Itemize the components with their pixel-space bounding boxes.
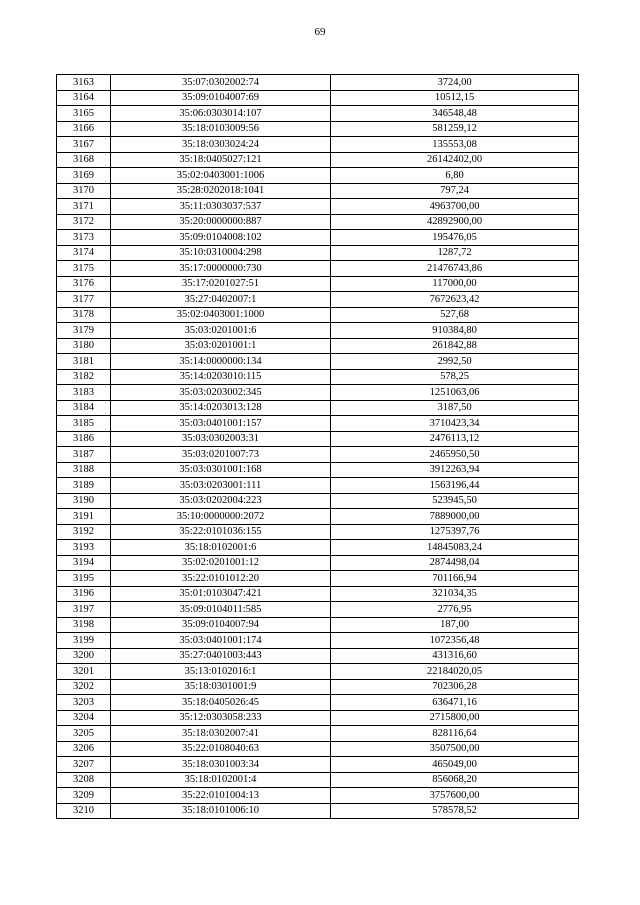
row-number-cell: 3197 [57,602,111,618]
row-number-cell: 3179 [57,323,111,339]
row-number-cell: 3206 [57,741,111,757]
table-row [57,90,579,106]
cadastral-value-cell: 3757600,00 [331,788,579,804]
row-number-cell: 3195 [57,571,111,587]
row-number-cell: 3165 [57,106,111,122]
table-row [57,726,579,742]
table-row [57,679,579,695]
table-row [57,633,579,649]
row-number-cell: 3180 [57,338,111,354]
table-row [57,788,579,804]
cadastral-value-cell: 1251063,06 [331,385,579,401]
row-number-cell: 3172 [57,214,111,230]
row-number-cell: 3192 [57,524,111,540]
row-number-cell: 3210 [57,803,111,819]
cadastral-value-cell: 431316,60 [331,648,579,664]
row-number-cell: 3204 [57,710,111,726]
cadastral-value-cell: 701166,94 [331,571,579,587]
row-number-cell: 3178 [57,307,111,323]
table-row [57,493,579,509]
cadastral-value-cell: 14845083,24 [331,540,579,556]
row-number-cell: 3199 [57,633,111,649]
cadastral-value-cell: 828116,64 [331,726,579,742]
cadastral-value-cell: 261842,88 [331,338,579,354]
cadastral-value-cell: 195476,05 [331,230,579,246]
row-number-cell: 3191 [57,509,111,525]
table-row [57,230,579,246]
cadastral-value-cell: 527,68 [331,307,579,323]
table-row [57,137,579,153]
cadastral-value-cell: 910384,80 [331,323,579,339]
cadastral-number-cell: 35:20:0000000:887 [111,214,331,230]
cadastral-value-cell: 2992,50 [331,354,579,370]
table-row [57,586,579,602]
row-number-cell: 3176 [57,276,111,292]
cadastral-number-cell: 35:22:0101036:155 [111,524,331,540]
table-row [57,292,579,308]
cadastral-value-cell: 346548,48 [331,106,579,122]
table-row [57,462,579,478]
row-number-cell: 3198 [57,617,111,633]
cadastral-number-cell: 35:09:0104008:102 [111,230,331,246]
cadastral-value-cell: 4963700,00 [331,199,579,215]
cadastral-number-cell: 35:03:0401001:157 [111,416,331,432]
cadastral-number-cell: 35:18:0301001:9 [111,679,331,695]
table-row [57,106,579,122]
cadastral-number-cell: 35:03:0302003:31 [111,431,331,447]
row-number-cell: 3185 [57,416,111,432]
cadastral-value-cell: 636471,16 [331,695,579,711]
cadastral-number-cell: 35:18:0101006:10 [111,803,331,819]
row-number-cell: 3173 [57,230,111,246]
row-number-cell: 3174 [57,245,111,261]
cadastral-number-cell: 35:13:0102016:1 [111,664,331,680]
table-row [57,555,579,571]
cadastral-number-cell: 35:10:0000000:2072 [111,509,331,525]
table-row [57,447,579,463]
table-body [57,75,579,819]
cadastral-number-cell: 35:02:0201001:12 [111,555,331,571]
cadastral-number-cell: 35:18:0301003:34 [111,757,331,773]
cadastral-number-cell: 35:03:0201001:6 [111,323,331,339]
table-row [57,772,579,788]
cadastral-value-cell: 22184020,05 [331,664,579,680]
cadastral-number-cell: 35:14:0000000:134 [111,354,331,370]
cadastral-number-cell: 35:27:0401003:443 [111,648,331,664]
row-number-cell: 3208 [57,772,111,788]
cadastral-number-cell: 35:03:0203002:345 [111,385,331,401]
cadastral-number-cell: 35:18:0303024:24 [111,137,331,153]
cadastral-number-cell: 35:18:0102001:4 [111,772,331,788]
cadastral-value-cell: 581259,12 [331,121,579,137]
table-row [57,307,579,323]
row-number-cell: 3203 [57,695,111,711]
table-row [57,168,579,184]
cadastral-value-cell: 1072356,48 [331,633,579,649]
table-row [57,75,579,91]
row-number-cell: 3175 [57,261,111,277]
cadastral-number-cell: 35:18:0302007:41 [111,726,331,742]
page-number: 69 [314,26,326,38]
table-row [57,199,579,215]
cadastral-number-cell: 35:18:0103009:56 [111,121,331,137]
row-number-cell: 3167 [57,137,111,153]
cadastral-number-cell: 35:22:0101012:20 [111,571,331,587]
cadastral-value-cell: 3187,50 [331,400,579,416]
cadastral-value-cell: 26142402,00 [331,152,579,168]
cadastral-value-cell: 6,80 [331,168,579,184]
cadastral-number-cell: 35:17:0201027:51 [111,276,331,292]
cadastral-value-cell: 7672623,42 [331,292,579,308]
cadastral-number-cell: 35:02:0403001:1000 [111,307,331,323]
cadastral-value-cell: 2776,95 [331,602,579,618]
cadastral-number-cell: 35:03:0401001:174 [111,633,331,649]
row-number-cell: 3196 [57,586,111,602]
table-row [57,183,579,199]
cadastral-value-cell: 3724,00 [331,75,579,91]
cadastral-value-cell: 2874498,04 [331,555,579,571]
row-number-cell: 3182 [57,369,111,385]
table-row [57,261,579,277]
cadastral-value-cell: 578,25 [331,369,579,385]
row-number-cell: 3200 [57,648,111,664]
cadastral-number-cell: 35:17:0000000:730 [111,261,331,277]
cadastral-value-cell: 135553,08 [331,137,579,153]
table-row [57,757,579,773]
cadastral-number-cell: 35:03:0201007:73 [111,447,331,463]
cadastral-number-cell: 35:18:0405026:45 [111,695,331,711]
table-row [57,152,579,168]
cadastral-value-cell: 7889000,00 [331,509,579,525]
cadastral-number-cell: 35:11:0303037:537 [111,199,331,215]
cadastral-value-cell: 1563196,44 [331,478,579,494]
cadastral-number-cell: 35:18:0102001:6 [111,540,331,556]
cadastral-number-cell: 35:03:0301001:168 [111,462,331,478]
cadastral-number-cell: 35:03:0203001:111 [111,478,331,494]
table-row [57,509,579,525]
cadastral-value-cell: 42892900,00 [331,214,579,230]
table-row [57,385,579,401]
table-row [57,664,579,680]
cadastral-number-cell: 35:14:0203010:115 [111,369,331,385]
row-number-cell: 3187 [57,447,111,463]
cadastral-number-cell: 35:03:0202004:223 [111,493,331,509]
table-row [57,354,579,370]
table-row [57,369,579,385]
table-row [57,741,579,757]
cadastral-value-cell: 465049,00 [331,757,579,773]
table-row [57,276,579,292]
cadastral-value-cell: 321034,35 [331,586,579,602]
cadastral-value-cell: 3507500,00 [331,741,579,757]
cadastral-number-cell: 35:09:0104011:585 [111,602,331,618]
table-row [57,602,579,618]
cadastral-number-cell: 35:28:0202018:1041 [111,183,331,199]
row-number-cell: 3166 [57,121,111,137]
cadastral-number-cell: 35:06:0303014:107 [111,106,331,122]
table-row [57,478,579,494]
table-row [57,400,579,416]
row-number-cell: 3181 [57,354,111,370]
cadastral-number-cell: 35:07:0302002:74 [111,75,331,91]
cadastral-value-cell: 702306,28 [331,679,579,695]
cadastral-number-cell: 35:09:0104007:69 [111,90,331,106]
cadastral-number-cell: 35:27:0402007:1 [111,292,331,308]
cadastral-value-cell: 2476113,12 [331,431,579,447]
cadastral-value-cell: 21476743,86 [331,261,579,277]
cadastral-value-cell: 117000,00 [331,276,579,292]
row-number-cell: 3193 [57,540,111,556]
row-number-cell: 3177 [57,292,111,308]
table-row [57,214,579,230]
cadastral-value-cell: 523945,50 [331,493,579,509]
cadastral-number-cell: 35:18:0405027:121 [111,152,331,168]
row-number-cell: 3188 [57,462,111,478]
cadastral-number-cell: 35:10:0310004:298 [111,245,331,261]
table-row [57,416,579,432]
table-row [57,695,579,711]
table-row [57,245,579,261]
cadastral-number-cell: 35:22:0108040:63 [111,741,331,757]
cadastral-value-cell: 1287,72 [331,245,579,261]
row-number-cell: 3205 [57,726,111,742]
row-number-cell: 3183 [57,385,111,401]
cadastral-value-cell: 856068,20 [331,772,579,788]
table-row [57,803,579,819]
cadastral-value-cell: 578578,52 [331,803,579,819]
row-number-cell: 3189 [57,478,111,494]
cadastral-value-cell: 1275397,76 [331,524,579,540]
row-number-cell: 3186 [57,431,111,447]
cadastral-value-cell: 2715800,00 [331,710,579,726]
row-number-cell: 3190 [57,493,111,509]
table-row [57,710,579,726]
table-row [57,648,579,664]
table-row [57,540,579,556]
row-number-cell: 3164 [57,90,111,106]
row-number-cell: 3194 [57,555,111,571]
table-row [57,431,579,447]
cadastral-value-cell: 3912263,94 [331,462,579,478]
cadastral-value-cell: 3710423,34 [331,416,579,432]
row-number-cell: 3207 [57,757,111,773]
cadastral-value-cell: 10512,15 [331,90,579,106]
cadastral-number-cell: 35:12:0303058:233 [111,710,331,726]
table-row [57,571,579,587]
cadastral-number-cell: 35:22:0101004:13 [111,788,331,804]
row-number-cell: 3168 [57,152,111,168]
row-number-cell: 3184 [57,400,111,416]
cadastral-number-cell: 35:01:0103047:421 [111,586,331,602]
row-number-cell: 3170 [57,183,111,199]
row-number-cell: 3163 [57,75,111,91]
row-number-cell: 3171 [57,199,111,215]
cadastral-value-table [56,74,579,819]
table-row [57,524,579,540]
row-number-cell: 3169 [57,168,111,184]
row-number-cell: 3201 [57,664,111,680]
cadastral-value-cell: 2465950,50 [331,447,579,463]
cadastral-number-cell: 35:14:0203013:128 [111,400,331,416]
table-row [57,338,579,354]
table-row [57,617,579,633]
table-row [57,121,579,137]
cadastral-number-cell: 35:09:0104007:94 [111,617,331,633]
row-number-cell: 3209 [57,788,111,804]
row-number-cell: 3202 [57,679,111,695]
table-row [57,323,579,339]
cadastral-value-cell: 797,24 [331,183,579,199]
cadastral-number-cell: 35:03:0201001:1 [111,338,331,354]
cadastral-number-cell: 35:02:0403001:1006 [111,168,331,184]
cadastral-value-cell: 187,00 [331,617,579,633]
